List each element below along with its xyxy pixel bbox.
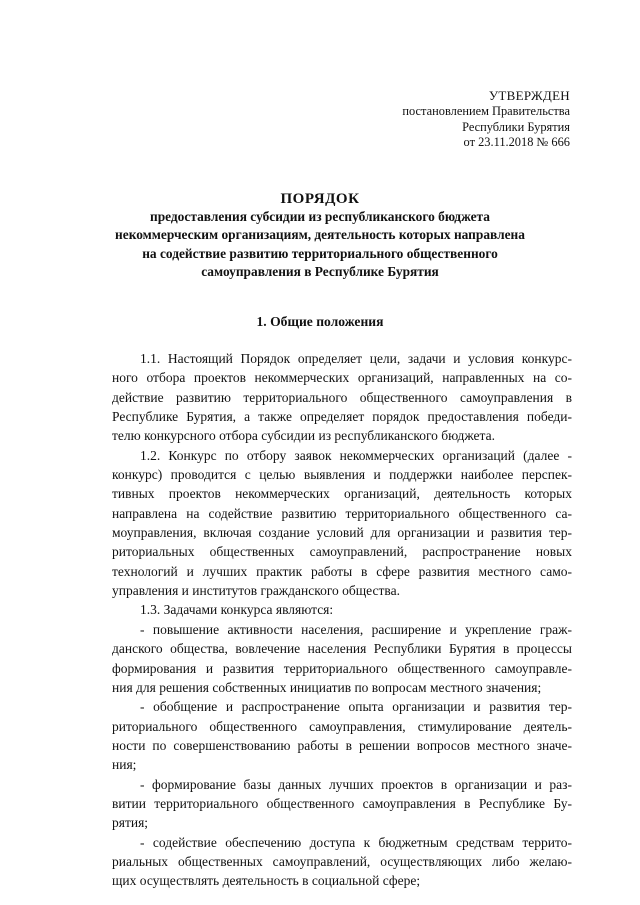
- paragraph-line: Республике Бурятия, а также определяет порядок предоставления победи-: [112, 409, 572, 425]
- paragraph-line: риториальных общественных самоуправлений, распространение новых: [112, 544, 572, 560]
- document-title: ПОРЯДОК: [280, 191, 360, 207]
- document-subtitle-line: на содействие развитию территориального общественного: [142, 245, 498, 261]
- paragraph-line: конкурс) проводится с целью выявления и поддержки наиболее перспек-: [112, 467, 572, 483]
- paragraph-line: технологий и лучших практик работы в сфере развития местного само-: [112, 563, 572, 579]
- document-subtitle-line: самоуправления в Республике Бурятия: [201, 264, 439, 280]
- approval-stamp: [402, 88, 570, 151]
- paragraph-line: 1.3. Задачами конкурса являются:: [140, 602, 334, 618]
- paragraph-line: телю конкурсного отбора субсидии из республиканского бюджета.: [112, 428, 495, 444]
- document-title-block: [0, 190, 640, 282]
- paragraph-line: риальных общественных самоуправлений, осуществляющих либо желаю-: [112, 853, 572, 869]
- paragraph-line: тивных проектов некоммерческих организаций, деятельность которых: [112, 486, 572, 502]
- paragraph-line: формирования и развития территориального общественного самоуправле-: [112, 660, 572, 676]
- approval-line: постановлением Правительства: [402, 103, 570, 118]
- paragraph-line: ного отбора проектов некоммерческих организаций, направленных на со-: [112, 370, 572, 386]
- paragraph-line: ности по совершенствованию работы в решении вопросов местного значе-: [112, 737, 572, 753]
- paragraph-line: - обобщение и распространение опыта организации и развития тер-: [140, 699, 572, 715]
- paragraph-line: риториального общественного самоуправления, стимулирование деятель-: [112, 718, 572, 734]
- paragraph-line: моуправления, включая создание условий для организации и развития тер-: [112, 525, 572, 541]
- approval-line: Республики Бурятия: [462, 119, 570, 134]
- paragraph-line: - формирование базы данных лучших проектов в организации и раз-: [140, 776, 572, 792]
- paragraph-line: - повышение активности населения, расширение и укрепление граж-: [140, 621, 572, 637]
- paragraph-line: действие развитию территориального общественного самоуправления в: [112, 389, 572, 405]
- document-subtitle-line: некоммерческим организациям, деятельность которых направлена: [115, 227, 525, 243]
- paragraph-line: направлена на содействие развитию территориального общественного са-: [112, 505, 572, 521]
- section-heading: 1. Общие положения: [256, 314, 384, 329]
- approval-title: УТВЕРЖДЕН: [488, 88, 570, 103]
- paragraph-line: ния;: [112, 757, 137, 773]
- paragraph-line: витии территориального общественного самоуправления в Республике Бу-: [112, 795, 572, 811]
- paragraph-line: управления и институтов гражданского общества.: [112, 583, 400, 599]
- paragraph-line: 1.1. Настоящий Порядок определяет цели, задачи и условия конкурс-: [140, 351, 572, 366]
- paragraph-line: 1.2. Конкурс по отбору заявок некоммерческих организаций (далее -: [140, 447, 572, 463]
- document-subtitle-line: предоставления субсидии из республиканского бюджета: [149, 209, 490, 224]
- paragraph-line: рятия;: [112, 815, 149, 831]
- document-body: [112, 349, 572, 891]
- paragraph-line: ния для решения собственных инициатив по вопросам местного значения;: [112, 679, 542, 695]
- paragraph-line: - содействие обеспечению доступа к бюджетным средствам террито-: [140, 834, 572, 850]
- approval-line: от 23.11.2018 № 666: [463, 135, 570, 150]
- paragraph-line: данского общества, вовлечение населения Республики Бурятия в процессы: [112, 641, 572, 657]
- paragraph-line: щих осуществлять деятельность в социальной сфере;: [112, 873, 421, 889]
